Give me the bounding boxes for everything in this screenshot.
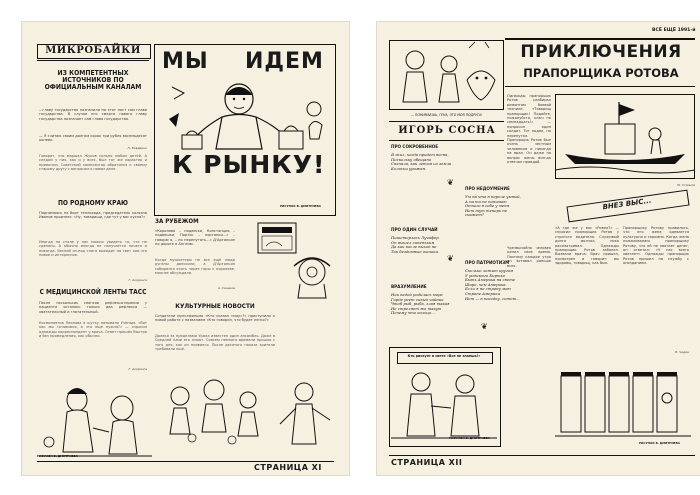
article-3-lead: После нескольких сеансов рефлексотерапии у пациента остались только два рефлекса — хватательный и глотательный. [39,301,147,314]
poem-4-title: ПРО ПАТРИОТИЗМ [465,261,510,266]
headline-word-3: К РЫНКУ! [172,150,326,179]
poster-illustration [254,220,302,256]
ornament-icon: ❦ [447,254,454,263]
poem-1-line: Поскольку обещано [391,156,432,162]
poem-5-line: Не стреляет мы такую [391,305,442,311]
newspaper-page-right [377,22,700,475]
top-cartoon-caption: — ПОНИМАЕШЬ, ГЕНА, ЭТО МОЯ ПОДРУГА! [410,113,483,117]
poem-3-title: ПРО ОДИН СЛУЧАЙ [391,228,438,233]
story-column-1b: Чрезвычайно человек ценил свое время. Поэтому каждое утро он вставал раньше всех. [507,246,551,268]
banner-cartoon-label: Кто рискует в свете «Все не знаешь!» [407,354,481,358]
ornament-icon: ❦ [447,178,454,187]
poem-4-line: Нет — в поездку, сотню... [465,295,520,301]
doctors-illustration [37,382,154,460]
article-1-signature: Н. Бовденко [127,146,147,150]
story-signature-2: В. Чадин [675,350,689,354]
masthead: ВСЁ ЕЩЁ 1991-й [652,28,696,33]
poem-2-line: Ум на что в пароле умный, [465,194,521,199]
page-number-right: СТРАНИЦА XII [391,458,463,467]
poem-2-line: Отчего в себе у меня [465,203,510,209]
ornament-icon: ❦ [481,322,488,331]
poem-4-line: Быть Америка на свете [465,277,516,283]
poem-3-line: Так бездомные окошки. [391,248,440,254]
article-1-filler: Говорят, что маршал Жуков сильно любил детей. А следом у них, как и у всех, был тот же характер и привычки. Советский композитор обратился к своему старому другу с вопросом о новом деле. [39,154,147,172]
article-3-title: С МЕДИЦИНСКОЙ ЛЕНТЫ ТАСС [39,288,147,296]
poem-1-body [391,153,455,171]
poem-2-line: А на то не понимаю [465,198,507,204]
two-men-illustration [391,366,497,442]
article-2-filler: Иногда на столе у нас можно увидеть то, что не сделано. А обычно иногда не получается ничего и никогда. Весной из-под снега выходит на свет кое-что новое и интересное. [39,240,147,258]
ship-signature: Ю. Угринов [677,183,695,187]
poem-3-line: Пишеторлась Лучафер [391,235,439,240]
page-number-left: СТРАНИЦА XI [254,463,322,472]
banner-cartoon-credit: РИСУНОК В. ДМИТРИЕВА [449,436,490,440]
poem-4-line: Шире, чем Америка. [465,281,507,287]
poem-5-body [391,293,467,316]
headline-word-1: МЫ [162,49,209,74]
article-1-lead: ...главу государства назначили на этот пост сам глава государства. В случае его смерти нового главу государства назначает сам глава государства. [39,108,147,121]
article-2-lead: Поднимаясь на борт теплохода, председатель колхоза Иванов произнес: «Ну, товарищи, где тут у вас кухня?» [39,211,147,220]
poem-5-line: Ник ведой родилась море [391,292,443,297]
poem-1-line: Колоски урожая. [391,165,427,171]
poem-5-title: ВРАЗУМЛЕНИЕ [391,285,427,290]
poem-1-line: Сначала, как летом из земли [391,161,452,167]
phone-booths-illustration [555,362,691,442]
article-5-lead: Создатели мультфильма «Кто сказал «мяу»?» приступили к новой работе с названием «Кто говорил, что будет легко?» [155,314,275,323]
article-1-quote: — Я считаю своим долгом сорок три рубля восемьдесят копеек. [39,134,147,143]
poem-4-line: Стране Америки [465,290,501,296]
article-2-title: ПО РОДНОМУ КРАЮ [57,199,129,207]
article-2-signature: Г. Акоринга [128,278,147,282]
wavy-banner-label: ВНЕЗ ВЫС... [602,196,652,212]
poem-5-line: Чтоб рыб, рыба, злая такая [391,301,450,307]
article-3-filler: Космонавтов Леонова в шутку называли Учёным. «Вот как мы готовимся, а что ещё нужно?» — спросил однажды корреспондент у врача. Ответ пришёл быстро и без промедления, как обычно. [39,321,147,339]
big-title-line-2: ПРАПОРЩИКА РОТОВА [523,66,679,80]
headline-illustration-credit: РИСУНОК В. ДМИТРИЕВА [280,204,321,208]
phone-booths-credit: РИСУНОК В. ДМИТРИЕВА [639,441,680,445]
poem-3-line: Да как после выход не [391,244,437,250]
article-3-signature: Г. Акоринга [128,367,147,371]
poem-3-line: Он вышел синеньким [391,239,435,245]
article-4-lead: «Королева – подвески, Констанция – подвешки, Портос – портянки...» – говорю я, – но перепутать...» Д'Артаньян по дороге в Англию. [155,229,235,247]
poem-5-line: Почему что кольцо... [391,310,435,316]
poet-name: ИГОРЬ СОСНА [398,125,496,136]
poem-1-line: Я жил, когда придет весна, [391,152,449,157]
big-title-line-1: ПРИКЛЮЧЕНИЯ [520,42,682,62]
person-illustration [274,378,336,448]
poem-3-body [391,236,455,254]
article-4-filler: Когда мушкетеры не все ещё люди руганы доносили, а Д'Артаньян собирался ехать через горы к королеве, многие обсуждали. [155,258,235,276]
article-1-title: ИЗ КОМПЕТЕНТНЫХ ИСТОЧНИКОВ ПО ОФИЦИАЛЬНЫМ КАНАЛАМ [44,69,142,92]
headline-word-2: ИДЕМ [245,49,324,74]
article-4-title: ЗА РУБЕЖОМ [155,218,199,225]
shopper-illustration [164,79,329,151]
article-5-filler: Далеко за пределами Урала известен один ансамбль. Даже в Средней Азии его знают. Совсем немного времени прошло с того дня, как он появился. После десятого показа зрители требовали ещё. [155,334,275,352]
poem-2-line: Нет тут теперь не скажет? [465,207,507,218]
poem-4-line: Если я не страну мою [465,286,511,292]
telephone-illustration [290,254,334,302]
bottom-illustration-credit: РИСУНОК В. ДМИТРИЕВА [37,454,78,458]
poem-5-line: Горде реет сизый чайник [391,296,444,302]
article-4-signature: А. Синяков [217,286,235,290]
article-5-title: КУЛЬТУРНЫЕ НОВОСТИ [175,302,255,310]
poem-4-line: Сколько лежит кругом [465,268,514,273]
newspaper-page-left [22,22,349,475]
story-column-3: Прапорщику Ротову нравилось, что его жена одевается культурно и скромно. Когда жена пожаловалась прапорщику Ротову, что ей не хватает денег, он ответил: «У нас всего хватает». Однажды прапорщик Ротов пришел на службу с опозданием. [623,226,689,266]
section-title: МИКРОБАЙКИ [45,45,141,56]
couple-cartoon [389,40,504,110]
dolls-illustration [162,374,270,446]
poem-1-title: ПРО СОКРОВЕННОЕ [391,145,439,150]
poem-4-line: У родимого Бирюза [465,272,505,278]
story-column-1: Однажды прапорщик Ротов разбирал ремонтом боевой технике. «Товарищ прапорщик! Подайте, пожалуйста, ключ на семнадцать!» — попросил один солдат. Тот подал, но перепутал. Прапорщик Ротов был очень честным человеком и никогда не врал. Он даже на вопрос жены всегда отвечал правдой. [507,94,551,165]
ship-illustration [555,94,695,179]
story-column-2: «А где же у вас «Ровно?» — спросил прапорщик Ротов у строгого водителя. Служивый долго молчал, пока рассматривал. Однажды прапорщик Ротов заболел. Вызвали врача. Врач пришел, посмотрел и говорит: вы здоровы, товарищ, как бык. [555,226,619,266]
poem-2-title: ПРО НЕДОУМЕНИЕ [465,187,510,192]
